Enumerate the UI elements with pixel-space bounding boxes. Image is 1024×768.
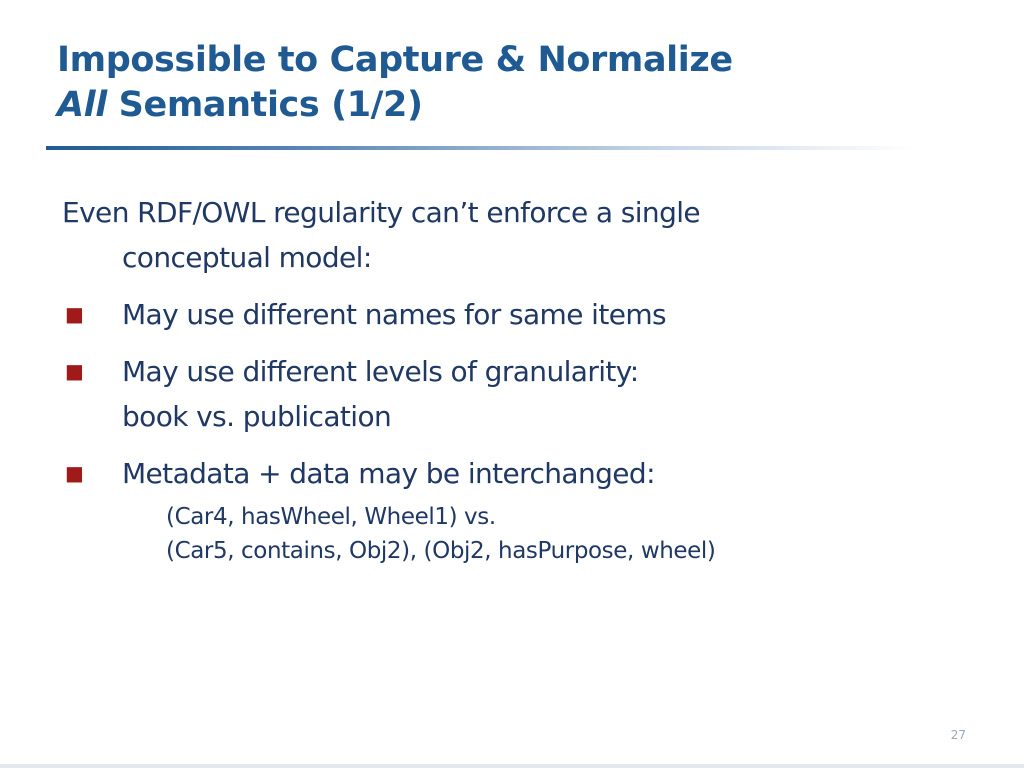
bullet-text-continuation: book vs. publication [122, 400, 392, 433]
title-line-2 [57, 83, 733, 128]
square-bullet-icon: ■ [65, 461, 84, 485]
example-line-1: (Car4, hasWheel, Wheel1) vs. [166, 504, 496, 530]
intro-line-1: Even RDF/OWL regularity can’t enforce a single [62, 196, 701, 229]
square-bullet-icon: ■ [65, 359, 84, 383]
bullet-item [62, 292, 962, 337]
title-emphasis: All [57, 85, 107, 125]
bullet-item [62, 349, 962, 439]
bullet-text: Metadata + data may be interchanged: [122, 457, 655, 490]
intro-line-2: conceptual model: [122, 241, 372, 274]
title-line-2-rest: Semantics (1/2) [106, 85, 423, 125]
slide-title [57, 38, 733, 128]
example-line-2: (Car5, contains, Obj2), (Obj2, hasPurpose, wheel) [166, 538, 716, 564]
example-triples [62, 500, 962, 568]
page-number: 27 [950, 728, 966, 742]
bullet-item [62, 451, 962, 496]
bottom-border [0, 764, 1024, 768]
bullet-text: May use different names for same items [122, 298, 666, 331]
square-bullet-icon: ■ [65, 302, 84, 326]
bullet-text: May use different levels of granularity: [122, 355, 639, 388]
intro-paragraph [62, 190, 962, 280]
slide-body [62, 190, 962, 568]
title-divider [46, 146, 916, 150]
title-line-1: Impossible to Capture & Normalize [57, 40, 733, 80]
